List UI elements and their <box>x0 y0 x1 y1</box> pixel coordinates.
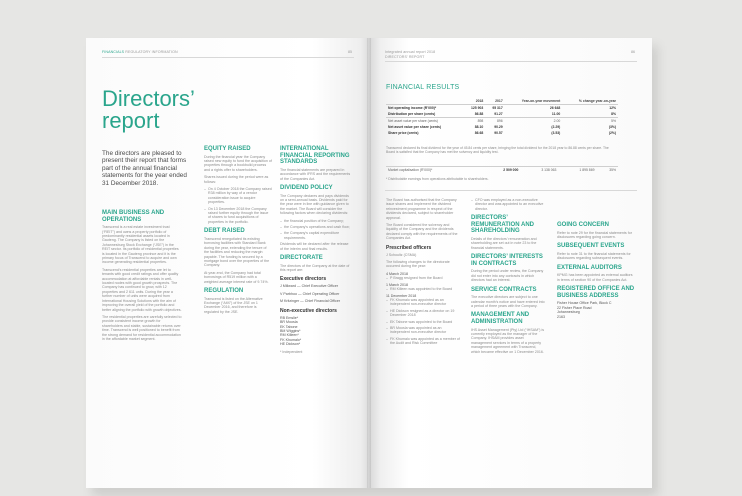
heading-debt-raised: DEBT RAISED <box>204 228 245 235</box>
paragraph: The residential properties are carefully selected to provide consistent income growth for shareholders and stable, sustainable returns over time. Transcend is well positioned to benefit from the strong demand for residential accommodation in the affordable market segment. <box>102 314 182 341</box>
list-item: – HE Dickson resigned as a director on 19 December 2018 <box>386 309 460 318</box>
right-column-2 <box>471 198 545 357</box>
right-column-3 <box>557 218 635 319</box>
paragraph: Transcend renegotiated its existing borrowing facilities with Standard Bank during the year, extending the tenure of the facilities and reducing the margin payable. The funding is secured by a mortgage bond over the properties of the Company. <box>204 236 270 268</box>
director-name: HE Dickson* <box>280 342 301 347</box>
address-line: 22 Fisher Place Road <box>557 305 592 310</box>
paragraph: Refer to note 31 to the financial statements for disclosures regarding subsequent events. <box>557 252 631 261</box>
footnote: * Independent <box>280 349 303 354</box>
change-date: 11 December 2018 <box>386 293 417 298</box>
heading-going-concern: GOING CONCERN <box>557 222 610 228</box>
left-page <box>86 38 369 488</box>
list-item: – the Company’s operations and cash flow; <box>280 225 352 229</box>
table-cell: Distribution per share (cents) <box>388 112 436 116</box>
right-column-1 <box>386 198 460 348</box>
table-cell: 1 895 869 <box>558 167 596 174</box>
heading-management-administration: MANAGEMENT AND ADMINISTRATION <box>471 312 530 326</box>
paragraph: During the financial year the Company raised new equity to fund the acquisition of properties through a bookbuild process and a rights offer to shareholders. <box>204 154 272 172</box>
table-row <box>386 130 618 136</box>
page-title: Directors’ report <box>102 86 195 133</box>
table-cell: 11.00 <box>551 112 561 116</box>
paragraph: Details of the directors’ remuneration and shareholding are set out in note 23 to the financial statements. <box>471 237 537 250</box>
left-column-3 <box>280 142 352 357</box>
table-cell: Net asset value per share (cents) <box>388 125 441 129</box>
right-running-head: Integrated annual report 2018 <box>385 50 436 54</box>
section-rule <box>385 190 637 191</box>
heading-service-contracts: SERVICE CONTRACTS <box>471 286 537 293</box>
paragraph: During the period under review, the Company did not enter into any contracts in which directors had an interest. <box>471 269 544 283</box>
right-running-subhead: DIRECTORS’ REPORT <box>385 55 425 59</box>
table-cell: 2.00 <box>505 118 563 125</box>
table-cell: (3%) <box>608 125 616 129</box>
table-cell: 35% <box>596 167 618 174</box>
director-name: J Millward — Chief Executive Officer <box>280 284 339 289</box>
paragraph: The financial statements are prepared in accordance with IFRS and the requirements of the Companies Act. <box>280 167 351 181</box>
table-cell: 90.29 <box>494 125 503 129</box>
heading-subsequent-events: SUBSEQUENT EVENTS <box>557 243 625 250</box>
annual-report-spread <box>86 38 652 488</box>
director-name: M Kritzinger — Chief Financial Officer <box>280 299 341 304</box>
left-column-2 <box>204 142 272 317</box>
column-header: 2018 <box>463 98 485 105</box>
paragraph: The Board considered the solvency and liquidity of the Company and the dividends declared comply with the requirements of the Companies Act. <box>386 223 458 241</box>
heading-ifrs: INTERNATIONAL FINANCIAL REPORTING STANDARDS <box>280 146 350 166</box>
column-header: 2017 <box>485 98 504 105</box>
table-cell: 896 <box>485 118 504 125</box>
director-name: V Parbhoo — Chief Operating Officer <box>280 291 340 296</box>
table-cell: Net operating income (R’000)* <box>388 106 437 110</box>
heading-external-auditors: EXTERNAL AUDITORS <box>557 264 622 271</box>
left-page-number: 85 <box>348 50 352 54</box>
paragraph: Dividends will be declared after the release of the interim and final results. <box>280 242 349 251</box>
table-cell: 86.68 <box>474 131 484 135</box>
table-cell: 91.27 <box>494 112 503 116</box>
director-name: FK Khumalo* <box>280 337 302 342</box>
paragraph: The directors of the Company at the date of this report are: <box>280 263 350 273</box>
table-cell: 95 317 <box>492 106 503 110</box>
list-item: – the financial position of the Company; <box>280 219 352 223</box>
paragraph: IHS Asset Management (Pty) Ltd (“IHSAM”) is currently employed as the manager of the Company. IHSAM provides asset management services in terms of a property management agreement with Transcend, which became effective on 1 December 2016. <box>471 327 545 354</box>
table-footnote: * Distributable earnings from operations attributable to shareholders. <box>386 177 489 181</box>
list-item: – FK Khumalo was appointed as a member of the Audit and Risk Committee <box>386 337 460 346</box>
financial-results-table <box>386 98 618 136</box>
list-item: – RM Killeen was appointed to the Board <box>386 287 460 291</box>
left-column-1 <box>102 206 182 344</box>
table-row <box>386 167 618 174</box>
address-line: Fisher House Office Park, Block C <box>557 301 612 306</box>
table-cell: 90.57 <box>494 131 503 135</box>
director-name: EK Tabone <box>280 324 298 329</box>
table-cell: (2.29) <box>551 125 561 129</box>
intro-paragraph: The directors are pleased to present their report that forms part of the annual financial statements for the year ended 31 December 2018. <box>102 150 187 187</box>
table-notes <box>386 146 618 157</box>
table-cell: 898 <box>463 118 485 125</box>
market-cap-row-table <box>386 166 618 173</box>
column-header: % change year-on-year <box>562 98 618 105</box>
table-cell: Net asset value per share (cents) <box>386 118 463 125</box>
heading-main-business: MAIN BUSINESS AND OPERATIONS <box>102 210 165 223</box>
heading-directors-interests: DIRECTORS’ INTERESTS IN CONTRACTS <box>471 254 543 267</box>
left-header-rule <box>102 57 354 58</box>
paragraph: J Schoultz (CSMA) <box>386 252 417 257</box>
director-name: BM Wiggins* <box>280 328 301 333</box>
notes-paragraph: Transcend declared its final dividend for the year of 45.84 cents per share, bringing the total dividend for the 2018 year to 86.88 cents per share. The Board is satisfied that the Company has met the solvency and liquidity test. <box>386 146 609 155</box>
executive-directors-heading: Executive directors <box>280 276 327 283</box>
non-executive-directors-heading: Non-executive directors <box>280 307 337 314</box>
director-name: RM Killeen* <box>280 333 299 338</box>
prescribed-officers-heading: Prescribed officers <box>386 244 432 251</box>
table-cell: Share price (cents) <box>388 131 419 135</box>
paragraph: The executive directors are subject to one calendar month’s notice and have entered into a period of three years with the Company. <box>471 295 545 309</box>
list-item: – BR Moosla was appointed as an independent non-executive director <box>386 326 460 335</box>
list-item: – CFO was employed as a non-executive director and was appointed to an executive director. <box>471 198 545 211</box>
list-item: – P Bragg resigned from the Board <box>386 276 460 280</box>
table-cell: 26 648 <box>549 106 561 110</box>
table-cell: 88.10 <box>474 125 484 129</box>
change-date: 1 March 2018 <box>386 282 408 287</box>
heading-regulation: REGULATION <box>204 287 244 294</box>
list-item: – FK Khumalo was appointed as an independent non-executive director <box>386 298 460 307</box>
right-page-number: 86 <box>631 50 635 54</box>
table-cell: 3 138 063 <box>520 167 558 174</box>
table-cell: 86.88 <box>474 112 484 116</box>
paragraph: Transcend is a real estate investment trust (“REIT”) and owns a property portfolio of predominantly residential assets located in Gauteng. The Company is listed on the Johannesburg Stock Exchange (“JSE”) in the REIT sector. Its portfolio of residential properties is located in the Gauteng province and it is the primary focus of Transcend to acquire and own income generating residential properties. <box>102 225 179 265</box>
paragraph: Shares issued during the period were as follows: <box>204 175 269 184</box>
left-running-head: FINANCIALS REGULATORY INFORMATION <box>102 50 178 54</box>
address-line: Johannesburg <box>557 310 580 315</box>
paragraph: Transcend is listed on the Alternative Exchange (“AltX”) of the JSE on 1 December 2016, and therefore is regulated by the JSE. <box>204 296 263 314</box>
list-item: – On 13 December 2018 the Company raised further equity through the issue of shares to fund acquisitions of properties in the portfolio. <box>204 207 272 225</box>
director-name: BR Moosla <box>280 320 298 325</box>
list-item: – On 4 October 2018 the Company raised R38 million by way of a vendor consideration issue to acquire properties. <box>204 187 272 205</box>
table-cell: 8% <box>611 112 616 116</box>
table-cell: 2 509 000 <box>482 167 520 174</box>
heading-dividend-policy: DIVIDEND POLICY <box>280 185 333 191</box>
financial-results-heading: FINANCIAL RESULTS <box>386 84 460 91</box>
heading-equity-raised: EQUITY RAISED <box>204 146 251 152</box>
table-cell: 5% <box>562 118 618 125</box>
paragraph: Transcend’s residential properties are let to tenants with good credit ratings and offer quality accommodation at affordable rentals in well-located nodes with good growth prospects. The Company has continued to grow, with 12 properties and 2 611 units. During the year a further number of units were acquired from International Housing Solutions with the aim of improving the overall yield of the portfolio and better aligning the portfolio with growth objectives. <box>102 267 182 312</box>
heading-directorate: DIRECTORATE <box>280 255 323 262</box>
column-header: Year-on-year movement <box>505 98 563 105</box>
heading-registered-office: REGISTERED OFFICE AND BUSINESS ADDRESS <box>557 286 635 299</box>
director-name: RB Emslie* <box>280 315 299 320</box>
paragraph: The following changes to the directorate occurred during the year: <box>386 260 450 269</box>
right-page <box>369 38 652 488</box>
paragraph: The Board has authorised that the Company issue shares and implement the dividend reinvestment programme in respect of the dividends declared, subject to shareholder approval. <box>386 198 457 220</box>
heading-directors-remuneration: DIRECTORS’ REMUNERATION AND SHAREHOLDING <box>471 215 534 235</box>
book-spine <box>367 38 371 488</box>
paragraph: Refer to note 29 for the financial statements for disclosures regarding going concern. <box>557 230 632 239</box>
table-cell: 12% <box>609 106 616 110</box>
table-cell: Market capitalisation (R’000)* <box>386 167 482 174</box>
address-line: 2163 <box>557 314 565 319</box>
list-item: – the Company’s capital expenditure requirements. <box>280 231 352 240</box>
list-item: – EK Tabone was appointed to the Board <box>386 320 460 324</box>
change-date: 4 March 2018 <box>386 271 408 276</box>
paragraph: KPMG has been appointed as external auditors in terms of section 90 of the Companies Act. <box>557 273 633 282</box>
table-cell: (3.53) <box>551 131 561 135</box>
right-header-rule <box>385 61 637 62</box>
table-cell: (2%) <box>608 131 616 135</box>
table-cell: 125 903 <box>470 106 484 110</box>
paragraph: The Company declares and pays dividends on a semi-annual basis. Dividends paid for the year were in line with guidance given to the market. The Board will consider the following factors when declaring dividends: <box>280 193 349 216</box>
paragraph: At year-end, the Company had total borrowings of R519 million with a weighted average interest rate of 9.74%. <box>204 270 269 284</box>
